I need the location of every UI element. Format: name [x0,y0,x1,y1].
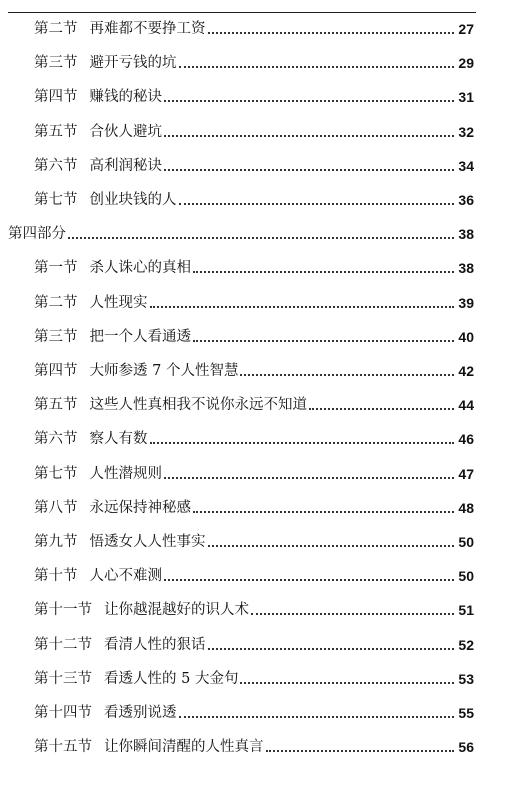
page-number: 56 [458,739,474,756]
entry-label: 第九节 [34,534,78,550]
entry-title: 高利润秘诀 [89,157,162,174]
toc-section-entry[interactable] [34,531,474,551]
dot-leader [68,237,454,239]
entry-label: 第十节 [34,568,78,585]
page-number: 38 [458,226,474,243]
entry-label: 第十四节 [34,705,92,721]
dot-leader [150,442,455,444]
dot-leader [164,100,454,102]
entry-title: 把一个人看通透 [89,328,191,345]
entry-title: 永远保持神秘感 [89,499,191,516]
entry-label: 第十一节 [34,602,92,619]
entry-title: 杀人诛心的真相 [89,260,191,277]
toc-section-entry[interactable] [34,155,474,175]
dot-leader [193,340,454,342]
toc-section-entry[interactable] [34,428,474,448]
top-rule [8,12,476,13]
page-number: 32 [458,123,474,140]
page-number: 27 [458,21,474,37]
dot-leader [208,545,455,547]
dot-leader [240,682,454,684]
page-number: 50 [458,534,474,550]
dot-leader [208,32,455,34]
dot-leader [179,66,455,68]
entry-title: 人性潜规则 [89,465,162,482]
entry-label: 第四节 [34,89,78,106]
toc-section-entry[interactable] [34,394,474,414]
dot-leader [164,135,454,137]
entry-title: 再难都不要挣工资 [89,21,206,37]
entry-label: 第四部分 [8,226,66,243]
entry-title: 看透别说透 [104,705,177,721]
toc-part-entry[interactable] [8,223,474,243]
entry-label: 第十三节 [34,670,92,687]
dot-leader [266,750,455,752]
toc-section-entry[interactable] [34,86,474,106]
toc-section-entry[interactable] [34,121,474,141]
entry-label: 第八节 [34,499,78,516]
entry-title: 让你越混越好的识人术 [104,602,249,619]
page-number: 29 [458,55,474,72]
toc-section-entry[interactable] [34,360,474,380]
entry-label: 第六节 [34,157,78,174]
page-number: 55 [458,705,474,721]
page-number: 31 [458,89,474,106]
toc-section-entry[interactable] [34,736,474,756]
entry-title: 让你瞬间清醒的人性真言 [104,739,264,756]
page-number: 46 [458,431,474,448]
entry-label: 第一节 [34,260,78,277]
entry-label: 第二节 [34,294,78,311]
entry-label: 第四节 [34,363,78,379]
page-number: 39 [458,294,474,311]
entry-label: 第二节 [34,21,78,37]
page-number: 38 [458,260,474,277]
entry-title: 看清人性的狠话 [104,636,206,653]
entry-title: 人心不难测 [89,568,162,585]
toc-section-entry[interactable] [34,497,474,517]
dot-leader [309,408,454,410]
entry-title: 避开亏钱的坑 [89,55,177,72]
toc-section-entry[interactable] [34,702,474,722]
dot-leader [179,203,455,205]
entry-label: 第十五节 [34,739,92,756]
entry-label: 第七节 [34,192,78,208]
dot-leader [179,716,455,718]
entry-label: 第五节 [34,397,78,414]
toc-section-entry[interactable] [34,326,474,346]
entry-label: 第七节 [34,465,78,482]
page-number: 53 [458,670,474,687]
page-number: 34 [458,157,474,174]
page-number: 44 [458,397,474,414]
toc-section-entry[interactable] [34,634,474,654]
entry-title: 察人有数 [89,431,148,448]
entry-title: 大师参透 7 个人性智慧 [89,363,239,379]
dot-leader [208,648,455,650]
page-number: 50 [458,568,474,585]
dot-leader [150,306,455,308]
toc-section-entry[interactable] [34,565,474,585]
page-number: 52 [458,636,474,653]
toc-section-entry[interactable] [34,18,474,38]
toc-section-entry[interactable] [34,52,474,72]
entry-title: 这些人性真相我不说你永远不知道 [89,397,307,414]
entry-label: 第三节 [34,328,78,345]
entry-label: 第三节 [34,55,78,72]
dot-leader [164,579,454,581]
toc-section-entry[interactable] [34,463,474,483]
entry-title: 看透人性的 5 大金句 [104,670,239,687]
entry-label: 第十二节 [34,636,92,653]
entry-title: 赚钱的秘诀 [89,89,162,106]
toc-section-entry[interactable] [34,257,474,277]
entry-title: 创业块钱的人 [89,192,177,208]
page-number: 36 [458,192,474,208]
dot-leader [240,374,454,376]
dot-leader [164,477,454,479]
toc-section-entry[interactable] [34,599,474,619]
page-number: 48 [458,499,474,516]
dot-leader [251,613,454,615]
dot-leader [193,511,454,513]
entry-title: 人性现实 [89,294,148,311]
page-number: 40 [458,328,474,345]
page-number: 51 [458,602,474,619]
entry-label: 第五节 [34,123,78,140]
dot-leader [164,169,454,171]
toc-section-entry[interactable] [34,292,474,312]
toc-section-entry[interactable] [34,668,474,688]
entry-label: 第六节 [34,431,78,448]
entry-title: 悟透女人人性事实 [89,534,206,550]
page-number: 42 [458,363,474,379]
toc-section-entry[interactable] [34,189,474,209]
entry-title: 合伙人避坑 [89,123,162,140]
dot-leader [193,271,454,273]
page-number: 47 [458,465,474,482]
